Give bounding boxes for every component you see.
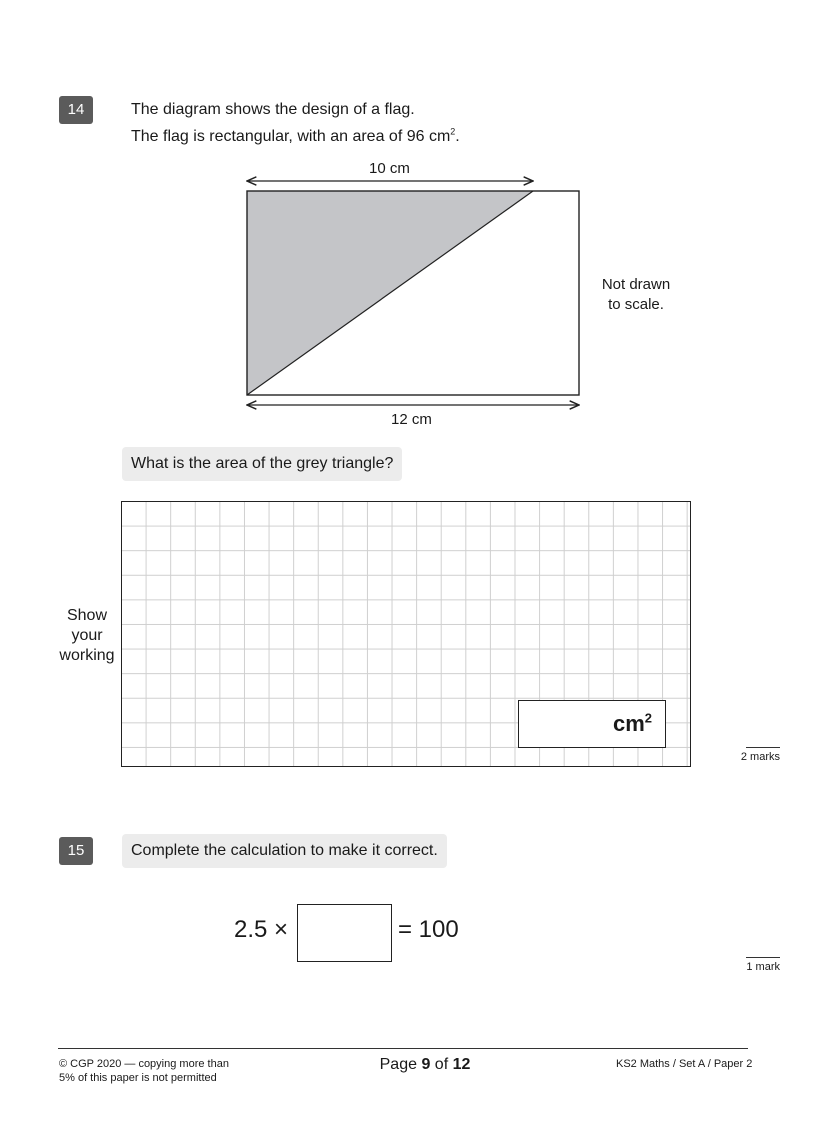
question-15-prompt: Complete the calculation to make it correct.	[122, 834, 447, 868]
flag-diagram	[0, 0, 826, 440]
page-number: Page 9 of 12	[379, 1056, 471, 1073]
question-14-line-1: The diagram shows the design of a flag.	[131, 101, 415, 118]
footer-divider	[58, 1048, 748, 1049]
marks-q15: 1 mark	[720, 957, 780, 973]
not-to-scale-note: Not drawn to scale.	[601, 276, 671, 313]
question-14-prompt: What is the area of the grey triangle?	[122, 447, 402, 481]
copyright-notice: © CGP 2020 — copying more than 5% of this paper is not permitted	[59, 1058, 229, 1084]
top-dimension-label: 10 cm	[369, 160, 410, 177]
bottom-dimension-label: 12 cm	[391, 411, 432, 428]
question-number-14: 14	[59, 96, 93, 124]
question-number-15: 15	[59, 837, 93, 865]
calculation-right: = 100	[398, 916, 459, 943]
show-working-label: Show your working	[59, 607, 115, 664]
answer-unit: $cm^2$	[613, 710, 653, 736]
answer-box-q15[interactable]	[297, 904, 392, 962]
calculation-left: 2.5 ×	[234, 916, 289, 943]
paper-label: KS2 Maths / Set A / Paper 2	[616, 1058, 753, 1070]
marks-q14: 2 marks	[720, 747, 780, 763]
question-14-line-2: The flag is rectangular, with an area of 96 $cm^2$.	[131, 126, 460, 145]
